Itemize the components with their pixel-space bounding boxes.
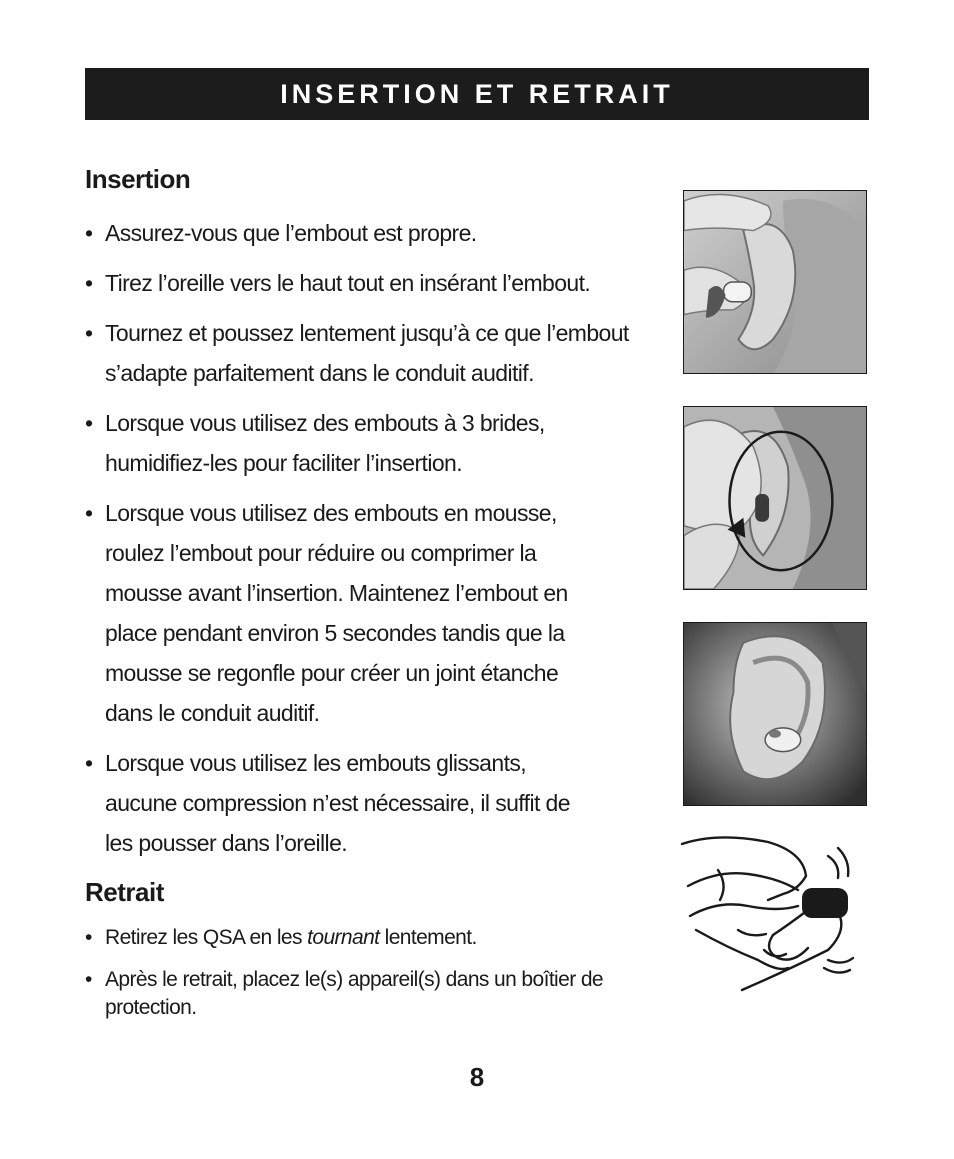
insertion-step-6: • Lorsque vous utilisez les embouts glissants, aucune compression n’est nécessaire, il suffit de les pousser dans l’oreille. — [85, 743, 585, 863]
insertion-list — [85, 213, 675, 863]
text-column — [85, 160, 675, 1034]
retrait-step-2: • Après le retrait, placez le(s) appareil(s) dans un boîtier de protection. — [85, 966, 650, 1022]
page-number: 8 — [469, 1062, 485, 1092]
retrait-step-1-text: Retirez les QSA en les — [105, 926, 308, 949]
insertion-step-1: • Assurez-vous que l’embout est propre. — [85, 213, 675, 253]
ear-insertion-photo-icon — [683, 190, 867, 374]
retrait-list — [85, 922, 675, 1022]
retrait-step-1-text-end: lentement. — [379, 926, 477, 949]
retrait-heading: Retrait — [85, 877, 164, 907]
retrait-step-1-italic: tournant — [307, 926, 380, 949]
insertion-step-4: • Lorsque vous utilisez des embouts à 3 brides, humidifiez-les pour faciliter l’insertion. — [85, 403, 585, 483]
insertion-step-2: • Tirez l’oreille vers le haut tout en insérant l’embout. — [85, 263, 675, 303]
retrait-step-1 — [85, 922, 675, 954]
insertion-step-3: • Tournez et poussez lentement jusqu’à ce que l’embout s’adapte parfaitement dans le conduit auditif. — [85, 313, 670, 393]
ear-inserted-photo-icon — [683, 622, 867, 806]
insertion-heading: Insertion — [85, 164, 191, 194]
ear-twist-photo-icon — [683, 406, 867, 590]
foam-tip-roll-icon — [678, 830, 874, 992]
insertion-step-5: • Lorsque vous utilisez des embouts en mousse, roulez l’embout pour réduire ou comprimer la mousse avant l’insertion. Maintenez l’embout en place pendant environ 5 secondes tandis que la mousse se regonfle pour créer un joint étanche dans le conduit auditif. — [85, 493, 595, 733]
section-title: INSERTION ET RETRAIT — [280, 78, 674, 109]
section-banner — [85, 68, 869, 120]
